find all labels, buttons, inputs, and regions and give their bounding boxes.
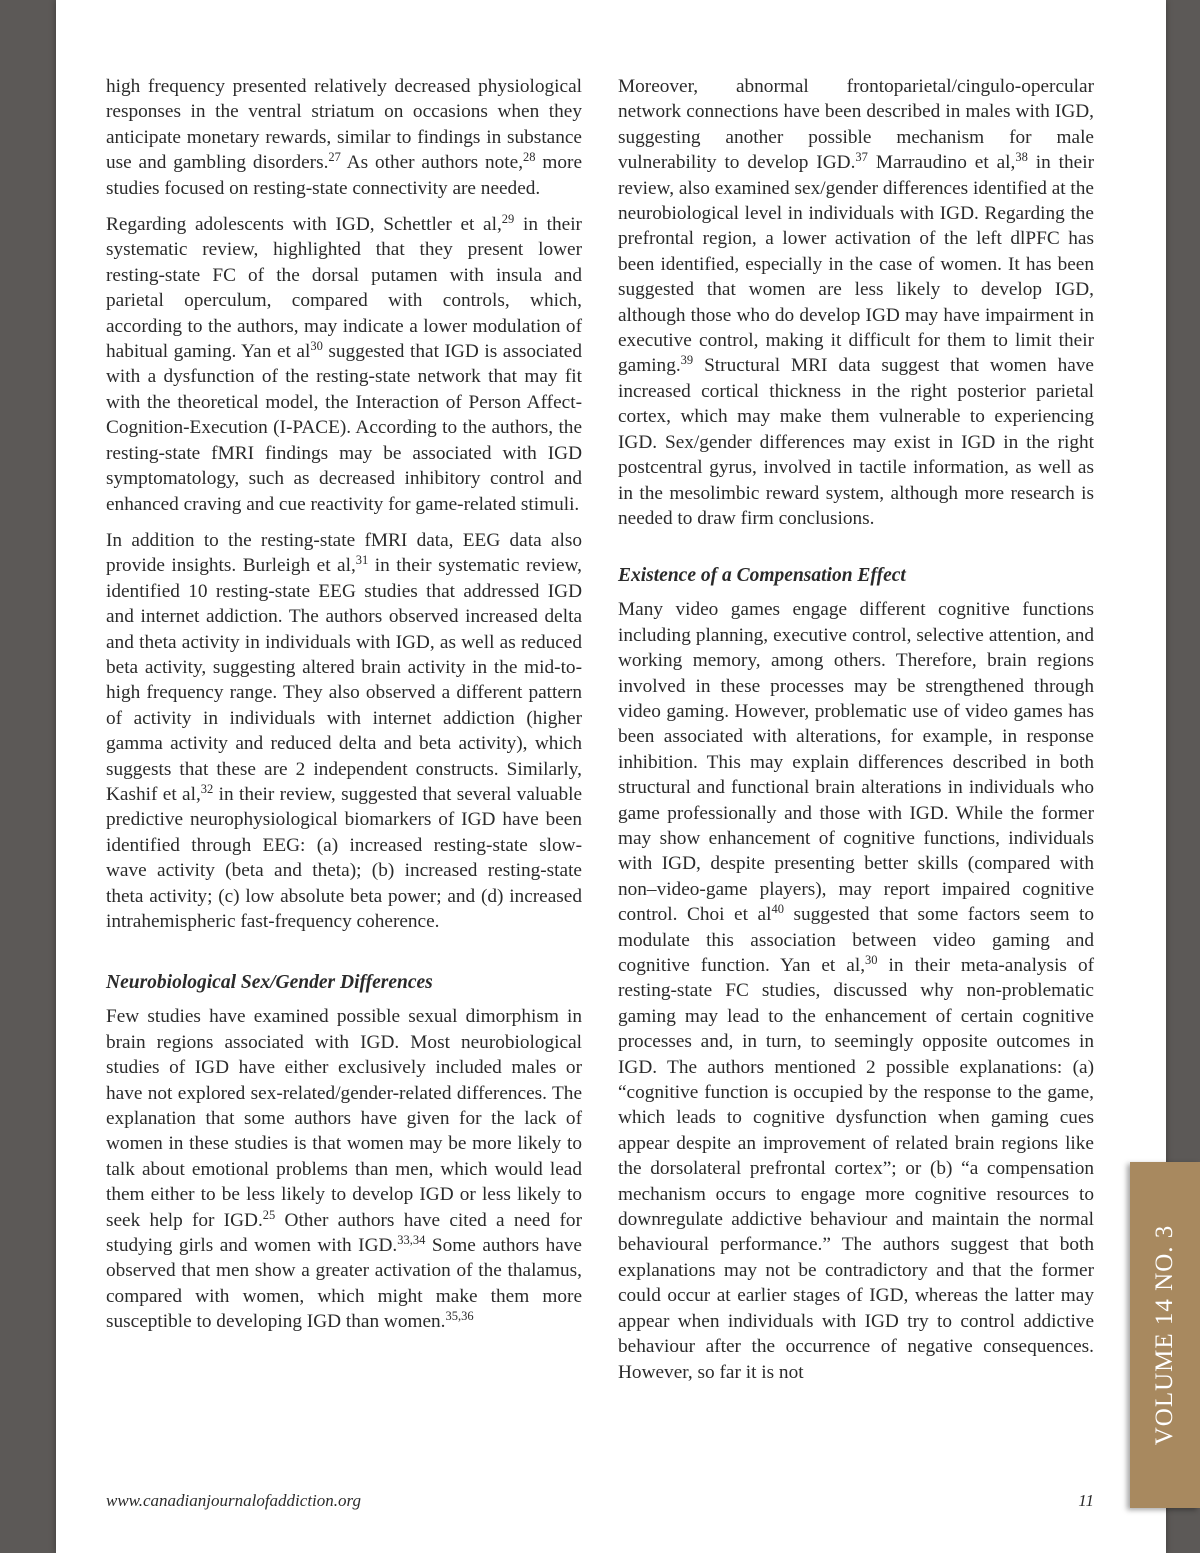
left-column	[106, 74, 582, 1346]
paragraph: high frequency presented relatively decreased physiological responses in the ventral striatum on occasions when they anticipate monetary rewards, similar to findings in substance use and gambling disorders.$^{27}$ As other authors note,$^{28}$ more studies focused on resting-state connectivity are needed.	[106, 76, 583, 199]
volume-label: VOLUME 14 NO. 3	[1151, 1224, 1178, 1446]
citation: 30	[310, 339, 323, 354]
volume-tab	[1130, 1162, 1200, 1508]
paragraph: Few studies have examined possible sexual dimorphism in brain regions associated with IGD. Most neurobiological studies of IGD have either exclusively included males or have not explored sex-related/gender-related differences. The explanation that some authors have given for the lack of women in these studies is that women may be more likely to talk about emotional problems than men, which would lead them either to be less likely to develop IGD or less likely to seek help for IGD.$^{25}$ Other authors have cited a need for studying girls and women with IGD.$^{33,34}$ Some authors have observed that men show a greater activation of the thalamus, compared with women, which might make them more susceptible to developing IGD than women.$^{35,36}$	[106, 1006, 582, 1333]
paragraph: Regarding adolescents with IGD, Schettler et al,$^{29}$ in their systematic review, highlighted that they present lower resting-state FC of the dorsal putamen with insula and parietal operculum, compared with controls, which, according to the authors, may indicate a lower modulation of habitual gaming. Yan et $al^{30}$ suggested that IGD is associated with a dysfunction of the resting-state network that may fit with the theoretical model, the Interaction of Person Affect-Cognition-Execution (I-PACE). According to the authors, the resting-state fMRI findings may be associated with IGD symptomatology, such as decreased inhibitory control and enhanced craving and cue reactivity for game-related stimuli.	[106, 212, 582, 515]
citation: 38	[1015, 150, 1028, 165]
citation: 37	[855, 150, 868, 165]
paragraph: Moreover, abnormal frontoparietal/cingulo-opercular network connections have been described in males with IGD, suggesting another possible mechanism for male vulnerability to develop IGD.$^{37}$ Marraudino et al,$^{38}$ in their review, also examined sex/gender differences identified at the neurobiological level in individuals with IGD. Regarding the prefrontal region, a lower activation of the left dlPFC has been identified, especially in the case of women. It has been suggested that women are less likely to develop IGD, although those who do develop IGD may have impairment in executive control, making it difficult for them to limit their gaming.$^{39}$ Structural MRI data suggest that women have increased cortical thickness in the right posterior parietal cortex, which may make them vulnerable to experiencing IGD. Sex/gender differences may exist in IGD in the right postcentral gyrus, involved in tactile information, as well as in the mesolimbic reward system, although more research is needed to draw firm conclusions.	[618, 76, 1094, 529]
citation: 35,36	[445, 1309, 474, 1324]
paragraph: In addition to the resting-state fMRI data, EEG data also provide insights. Burleigh et al,$^{31}$ in their systematic review, identified 10 resting-state EEG studies that addressed IGD and internet addiction. The authors observed increased delta and theta activity in individuals with IGD, as well as reduced beta activity, suggesting altered brain activity in the mid-to-high frequency range. They also observed a different pattern of activity in individuals with internet addiction (higher gamma activity and reduced delta and beta activity), which suggests that these are 2 independent constructs. Similarly, Kashif et al,$^{32}$ in their review, suggested that several valuable predictive neurophysiological biomarkers of IGD have been identified through EEG: (a) increased resting-state slow-wave activity (beta and theta); (b) increased resting-state theta activity; (c) low absolute beta power; and (d) increased intrahemispheric fast-frequency coherence.	[106, 529, 582, 932]
citation: 27	[328, 150, 341, 165]
citation: 30	[865, 953, 878, 967]
paragraph: Many video games engage different cognitive functions including planning, executive control, selective attention, and working memory, among others. Therefore, brain regions involved in these processes may be strengthened through video gaming. However, problematic use of video games has been associated with alterations, for example, in response inhibition. This may explain differences described in both structural and functional brain alterations in individuals who game professionally and those with IGD. While the former may show enhancement of cognitive functions, individuals with IGD, despite presenting better skills (compared with non–video-game players), may report impaired cognitive control. Choi et $al^{40}$ suggested that some factors seem to modulate this association between video gaming and cognitive function. Yan et al,$^{30}$ in their meta-analysis of resting-state FC studies, discussed why non-problematic gaming may lead to the enhancement of certain cognitive processes and, in turn, to seemingly opposite outcomes in IGD. The authors mentioned 2 possible explanations: (a) “cognitive function is occupied by the response to the game, which leads to cognitive dysfunction when gaming cues appear despite an improvement of related brain regions like the dorsolateral prefrontal cortex”; or (b) “a compensation mechanism occurs to engage more cognitive resources to downregulate addictive behaviour and maintain the normal behavioural performance.” The authors suggest that both explanations may not be contradictory and that the former could occur at earlier stages of IGD, whereas the latter may appear when individuals with IGD try to control addictive behaviour after the occurrence of negative consequences. However, so far it is not	[618, 599, 1095, 1383]
citation: 31	[355, 553, 369, 568]
citation: 29	[501, 212, 515, 227]
citation: 40	[771, 902, 784, 917]
journal-url: www.canadianjournalofaddiction.org	[106, 1491, 362, 1510]
page-frame-left	[0, 0, 56, 1553]
citation: 32	[200, 781, 214, 796]
section-heading: Neurobiological Sex/Gender Differences	[106, 972, 433, 994]
citation: 39	[680, 353, 694, 368]
citation: 33,34	[397, 1233, 426, 1248]
citation: 28	[523, 150, 536, 165]
citation: 25	[262, 1207, 276, 1222]
right-column	[618, 74, 1094, 1396]
section-heading: Existence of a Compensation Effect	[618, 565, 906, 587]
page-number: 11	[1078, 1491, 1094, 1510]
